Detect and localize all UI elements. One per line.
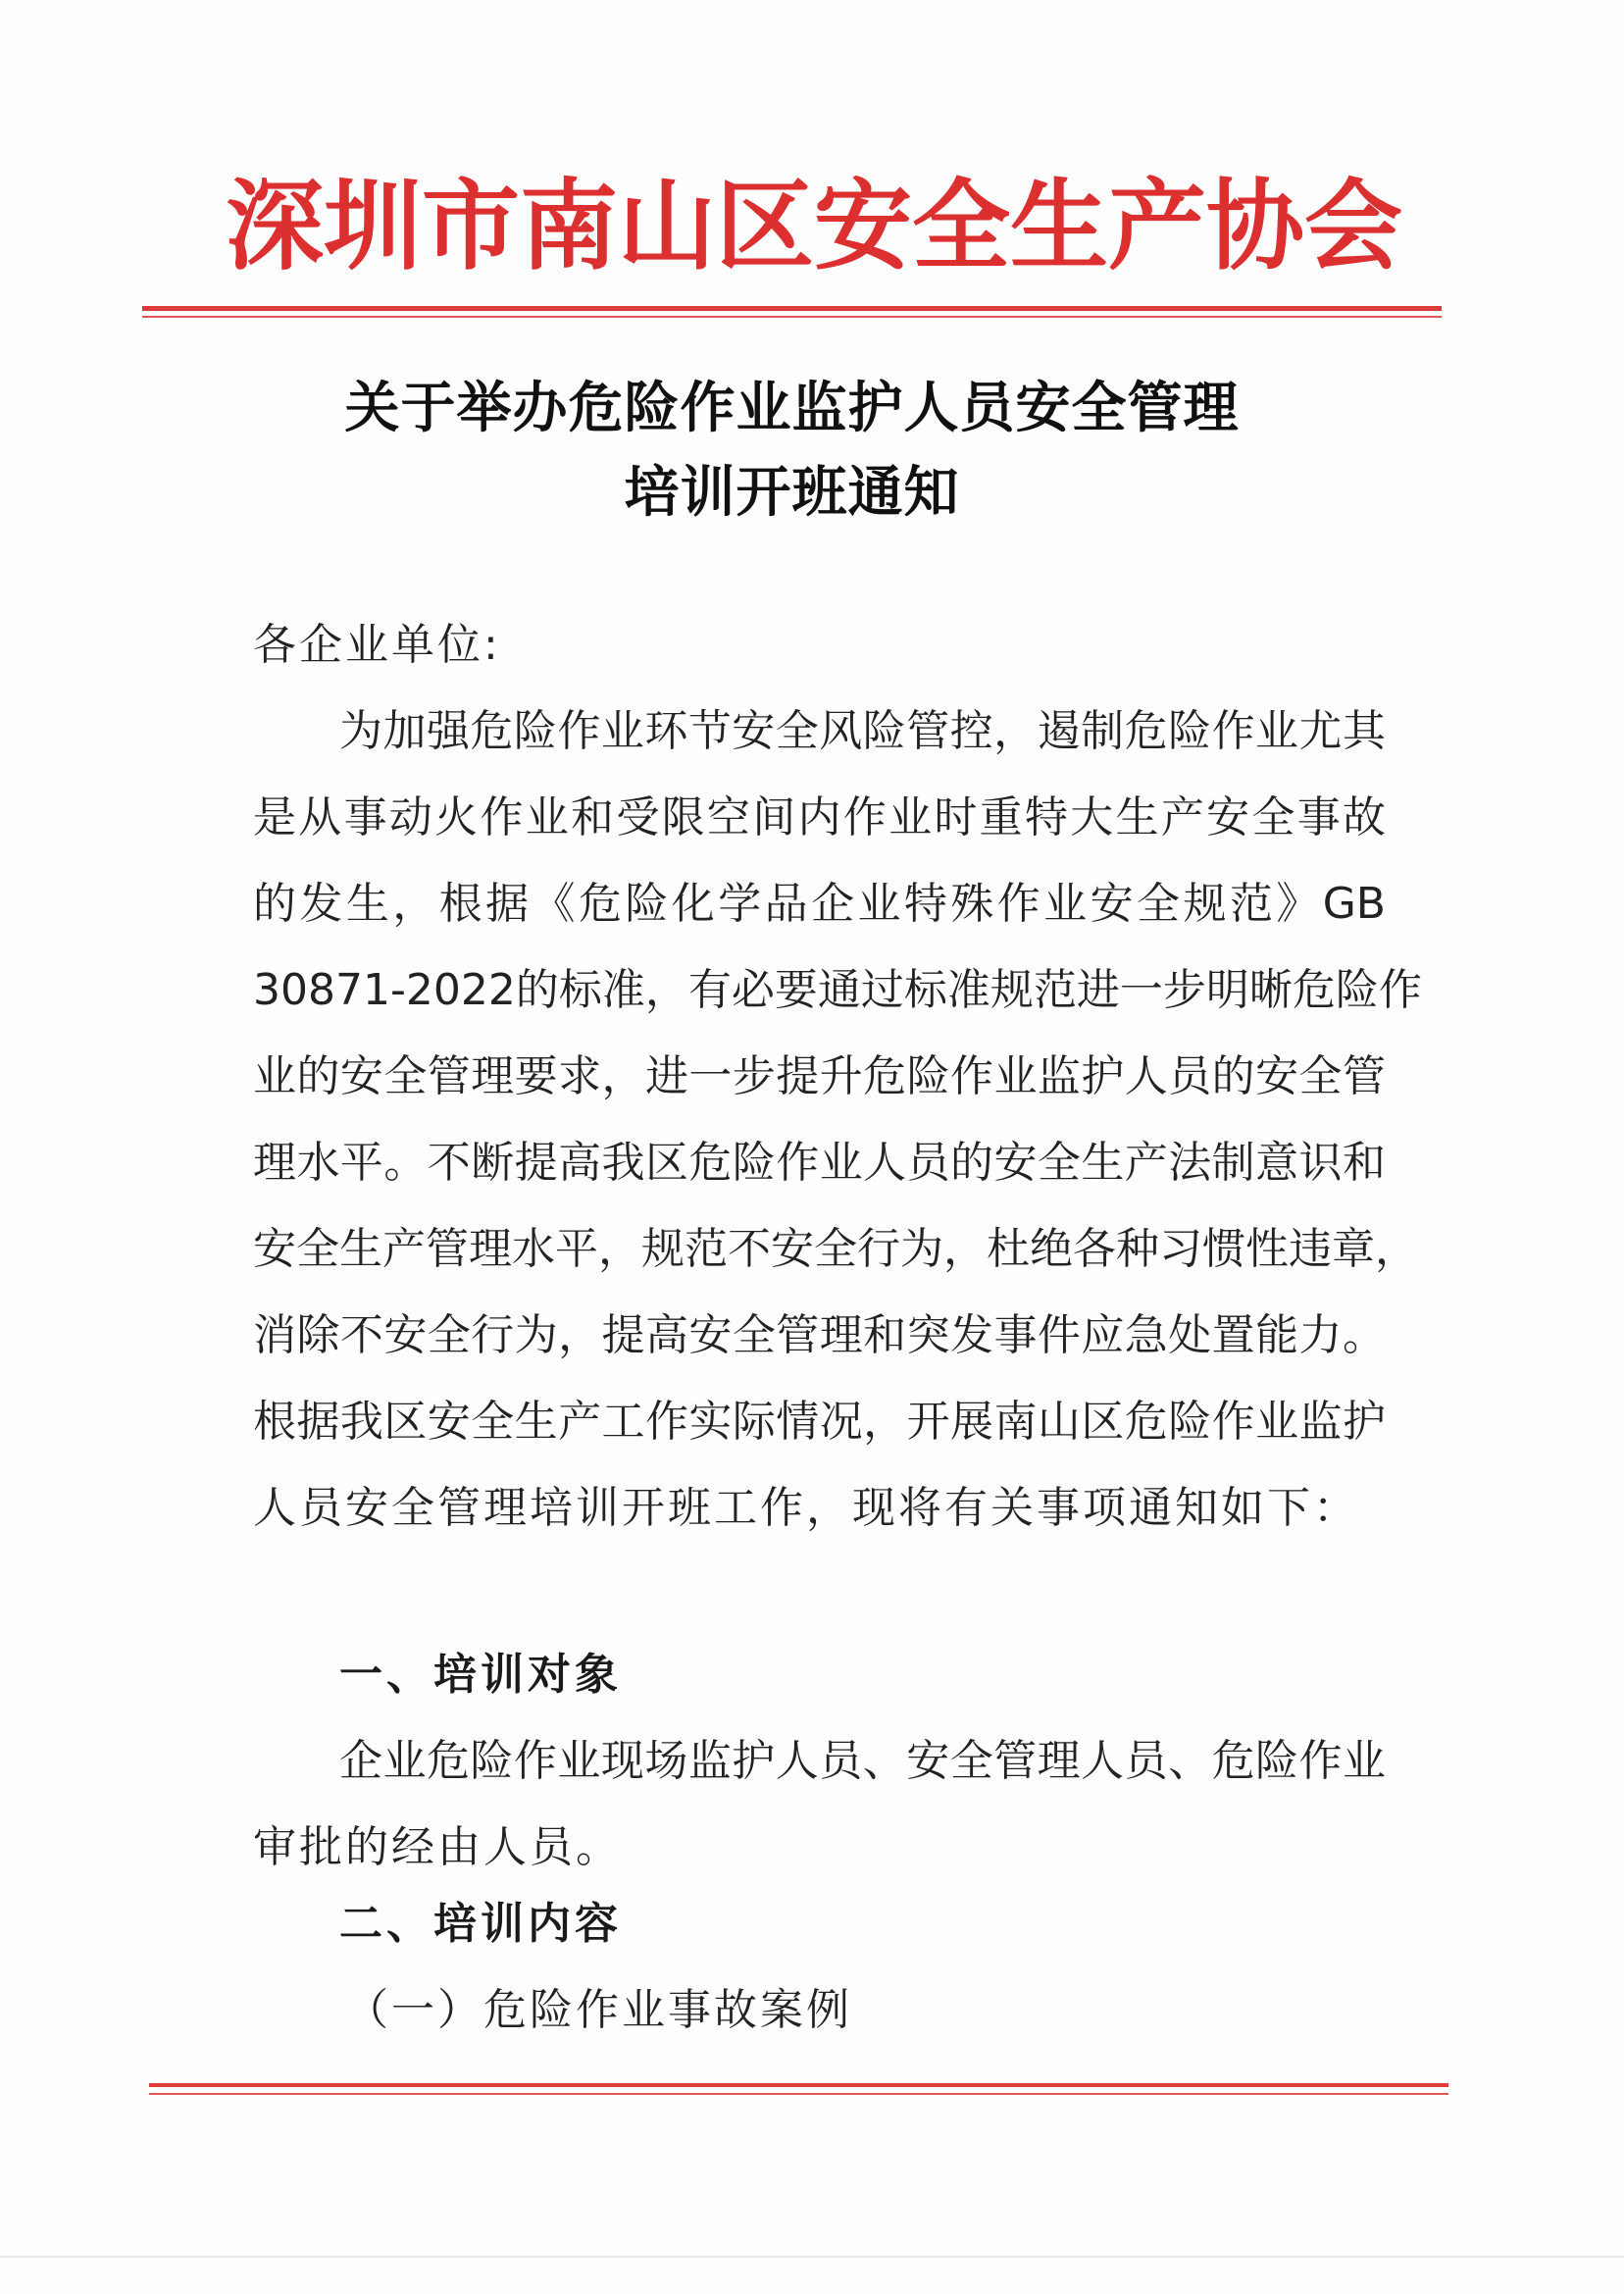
letterhead-char: 会 [1304,168,1402,283]
letterhead-divider [142,306,1442,311]
letterhead-char: 圳 [324,168,422,283]
paragraph-line: 30871-2022的标准，有必要通过标准规范进一步明晰危险作 [253,965,1422,1015]
section-heading-training-content: 二、培训内容 [339,1899,622,1949]
paragraph-line: 人员安全管理培训开班工作，现将有关事项通知如下： [253,1483,1359,1533]
letterhead-char: 安 [814,168,912,283]
paragraph-line: 消除不安全行为，提高安全管理和突发事件应急处置能力。 [253,1310,1386,1360]
paragraph-line: 的发生，根据《危险化学品企业特殊作业安全规范》GB [253,879,1386,929]
document-title-line-1: 关于举办危险作业监护人员安全管理 [344,377,1240,440]
letterhead-divider-thin [142,316,1442,318]
paragraph-line: 安全生产管理水平，规范不安全行为，杜绝各种习惯性违章， [253,1224,1418,1274]
subsection-heading: （一）危险作业事故案例 [345,1985,852,2035]
page-edge [0,2256,1624,2258]
salutation: 各企业单位: [253,620,501,670]
document-title-line-2: 培训开班通知 [624,461,960,525]
paragraph-line: 根据我区安全生产工作实际情况，开展南山区危险作业监护 [253,1397,1386,1447]
letterhead-char: 南 [520,168,618,283]
letterhead-char: 协 [1206,168,1304,283]
paragraph-line: 理水平。不断提高我区危险作业人员的安全生产法制意识和 [253,1138,1386,1188]
footer-divider-thin [149,2093,1448,2095]
letterhead-char: 全 [912,168,1010,283]
section-text-line: 企业危险作业现场监护人员、安全管理人员、危险作业 [339,1736,1386,1786]
section-text-line: 审批的经由人员。 [253,1822,622,1872]
letterhead-char: 区 [716,168,814,283]
section-heading-training-target: 一、培训对象 [339,1650,622,1700]
paragraph-line: 为加强危险作业环节安全风险管控，遏制危险作业尤其 [339,706,1386,756]
footer-divider [149,2083,1448,2087]
letterhead-char: 产 [1108,168,1206,283]
paragraph-line: 业的安全管理要求，进一步提升危险作业监护人员的安全管 [253,1051,1386,1101]
letterhead-char: 生 [1010,168,1108,283]
letterhead-char: 山 [618,168,716,283]
letterhead-char: 深 [226,168,324,283]
letterhead-char: 市 [422,168,520,283]
paragraph-line: 是从事动火作业和受限空间内作业时重特大生产安全事故 [253,792,1386,842]
letterhead-title [226,162,1402,289]
